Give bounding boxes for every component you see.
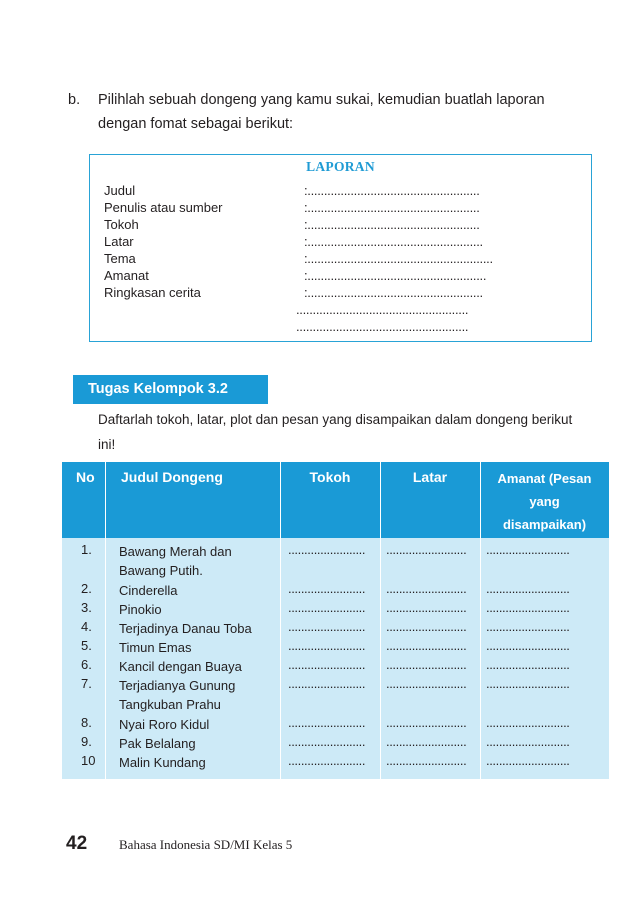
- amanat-blank: ..........................: [486, 734, 570, 749]
- laporan-field-tema: [104, 251, 574, 268]
- amanat-blank: ..........................: [486, 581, 570, 596]
- header-latar: Latar: [412, 469, 448, 485]
- field-dots: :....................................................: [304, 217, 480, 232]
- latar-blank: .........................: [386, 581, 467, 596]
- row-title: Terjadinya Danau Toba: [119, 621, 252, 636]
- amanat-blank: ..........................: [486, 600, 570, 615]
- latar-blank: .........................: [386, 676, 467, 691]
- row-title: [119, 542, 284, 580]
- amanat-blank: ..........................: [486, 657, 570, 672]
- amanat-blank: ..........................: [486, 638, 570, 653]
- row-title: [119, 676, 284, 714]
- column-divider: [380, 462, 381, 779]
- field-dots: :.....................................................: [304, 285, 483, 300]
- laporan-field-amanat: [104, 268, 574, 285]
- instruction-line-2: dengan fomat sebagai berikut:: [98, 116, 294, 132]
- field-label: Tokoh: [104, 217, 139, 232]
- row-title: Pak Belalang: [119, 736, 196, 751]
- laporan-field-judul: [104, 183, 574, 200]
- field-label: Ringkasan cerita: [104, 285, 201, 300]
- row-number: 4.: [81, 619, 92, 634]
- row-number: 8.: [81, 715, 92, 730]
- row-number: 3.: [81, 600, 92, 615]
- latar-blank: .........................: [386, 715, 467, 730]
- laporan-field-penulis: [104, 200, 574, 217]
- laporan-field-tokoh: [104, 217, 574, 234]
- tokoh-blank: ........................: [288, 657, 366, 672]
- field-dots: :....................................................: [304, 183, 480, 198]
- latar-blank: .........................: [386, 753, 467, 768]
- tokoh-blank: ........................: [288, 581, 366, 596]
- tokoh-blank: ........................: [288, 676, 366, 691]
- field-dots: :....................................................: [304, 200, 480, 215]
- row-number: 1.: [81, 542, 92, 557]
- row-title: Nyai Roro Kidul: [119, 717, 210, 732]
- ringkasan-extra-line: ....................................................: [296, 319, 469, 334]
- tokoh-blank: ........................: [288, 600, 366, 615]
- row-number: 6.: [81, 657, 92, 672]
- tugas-line-2: ini!: [98, 437, 116, 452]
- header-amanat-line: yang: [529, 494, 560, 509]
- latar-blank: .........................: [386, 619, 467, 634]
- field-label: Tema: [104, 251, 136, 266]
- page-number: 42: [66, 833, 88, 854]
- laporan-title: LAPORAN: [306, 159, 375, 174]
- latar-blank: .........................: [386, 542, 467, 557]
- ringkasan-extra-line: ....................................................: [296, 302, 469, 317]
- header-judul: Judul Dongeng: [121, 469, 223, 485]
- amanat-blank: ..........................: [486, 542, 570, 557]
- header-amanat: [480, 467, 609, 536]
- row-title-line: Terjadianya Gunung: [119, 678, 236, 693]
- latar-blank: .........................: [386, 657, 467, 672]
- row-number: 10: [81, 753, 96, 768]
- field-dots: :......................................................: [304, 268, 487, 283]
- tugas-kelompok-badge: Tugas Kelompok 3.2: [73, 375, 268, 404]
- header-amanat-line: disampaikan): [502, 517, 587, 532]
- row-title: Kancil dengan Buaya: [119, 659, 242, 674]
- laporan-field-ringkasan: [104, 285, 574, 302]
- field-label: Penulis atau sumber: [104, 200, 223, 215]
- row-title-line: Bawang Putih.: [119, 563, 203, 578]
- latar-blank: .........................: [386, 638, 467, 653]
- row-title: Cinderella: [119, 583, 178, 598]
- row-title: Timun Emas: [119, 640, 192, 655]
- column-divider: [105, 462, 106, 779]
- row-title: Malin Kundang: [119, 755, 206, 770]
- row-number: 2.: [81, 581, 92, 596]
- amanat-blank: ..........................: [486, 619, 570, 634]
- tokoh-blank: ........................: [288, 542, 366, 557]
- dongeng-table: [62, 462, 609, 779]
- instruction-line-1: Pilihlah sebuah dongeng yang kamu sukai, kemudian buatlah laporan: [98, 92, 545, 108]
- instruction-label: b.: [68, 92, 81, 108]
- field-dots: :.....................................................: [304, 234, 483, 249]
- instruction-text: [98, 88, 608, 136]
- tokoh-blank: ........................: [288, 753, 366, 768]
- row-number: 7.: [81, 676, 92, 691]
- laporan-field-latar: [104, 234, 574, 251]
- tokoh-blank: ........................: [288, 619, 366, 634]
- latar-blank: .........................: [386, 600, 467, 615]
- row-number: 9.: [81, 734, 92, 749]
- tokoh-blank: ........................: [288, 734, 366, 749]
- row-title: Pinokio: [119, 602, 162, 617]
- tugas-line-1: Daftarlah tokoh, latar, plot dan pesan yang disampaikan dalam dongeng berikut: [98, 412, 573, 427]
- amanat-blank: ..........................: [486, 715, 570, 730]
- amanat-blank: ..........................: [486, 753, 570, 768]
- header-no: No: [76, 469, 95, 485]
- field-label: Latar: [104, 234, 134, 249]
- amanat-blank: ..........................: [486, 676, 570, 691]
- latar-blank: .........................: [386, 734, 467, 749]
- tugas-instruction: [98, 407, 606, 457]
- field-label: Judul: [104, 183, 136, 198]
- header-tokoh: Tokoh: [309, 469, 351, 485]
- row-number: 5.: [81, 638, 92, 653]
- field-dots: :........................................................: [304, 251, 493, 266]
- row-title-line: Tangkuban Prahu: [119, 697, 221, 712]
- field-label: Amanat: [104, 268, 149, 283]
- header-amanat-line: Amanat (Pesan: [497, 471, 592, 486]
- row-title-line: Bawang Merah dan: [119, 544, 232, 559]
- tokoh-blank: ........................: [288, 638, 366, 653]
- book-title: Bahasa Indonesia SD/MI Kelas 5: [119, 837, 293, 852]
- tokoh-blank: ........................: [288, 715, 366, 730]
- laporan-form-box: [89, 154, 592, 342]
